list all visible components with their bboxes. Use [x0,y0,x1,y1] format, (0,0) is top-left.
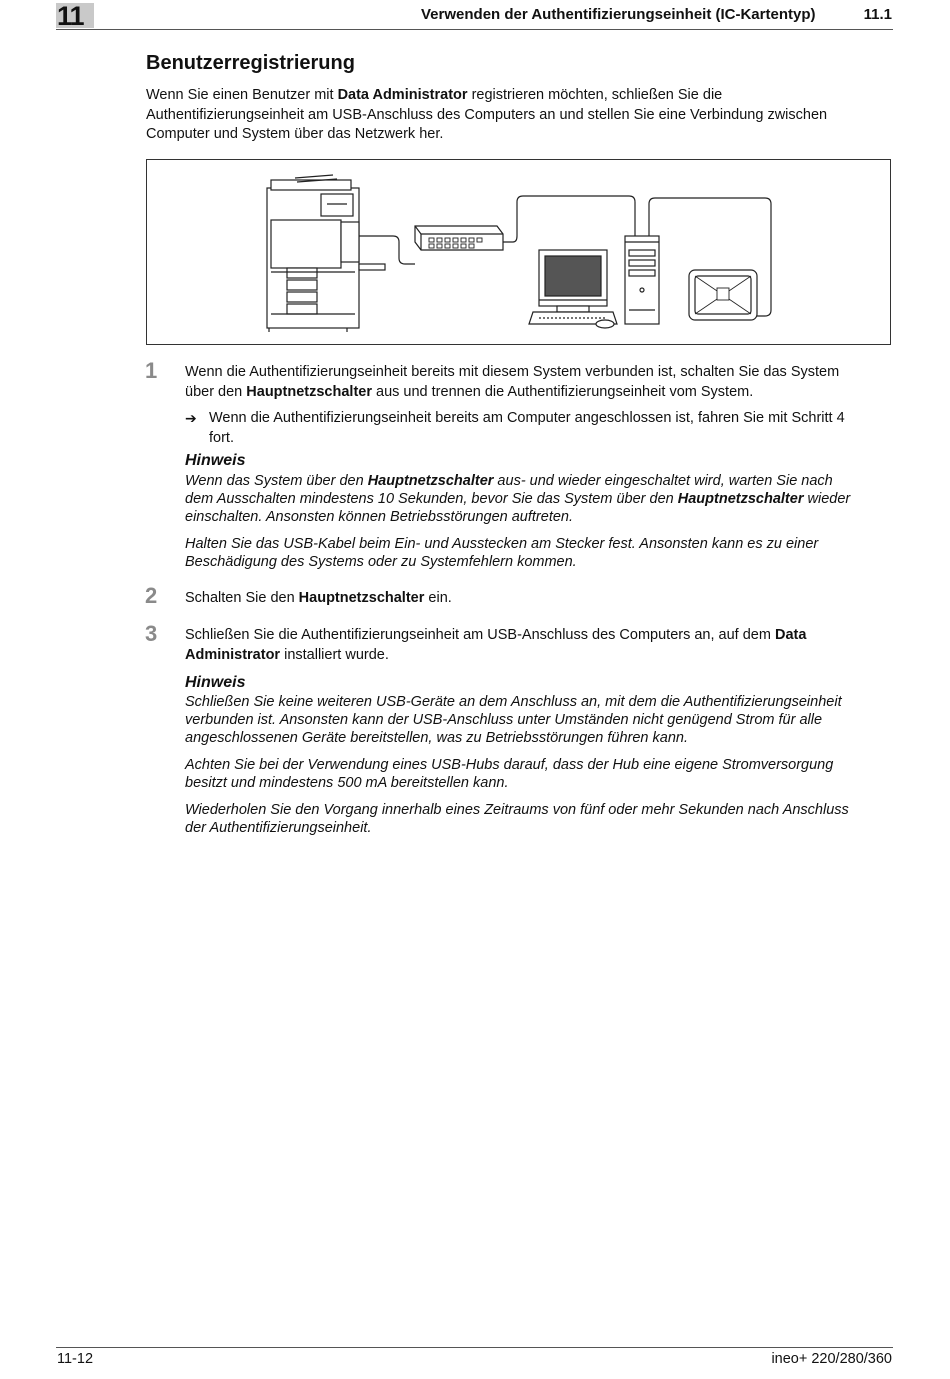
note-heading: Hinweis [185,674,246,691]
header-rule [56,29,893,30]
connection-diagram [146,159,891,345]
network-hub-illustration [415,226,503,250]
note-text: Wenn das System über den Hauptnetzschalter aus- und wieder eingeschaltet wird, warten Sie nach dem Ausschalten mindestens 10 Sekunden, bevor Sie das System über den Hauptnetzschalter wieder einschalten. Ansonsten können Betriebsstörungen auftreten. [185,473,851,525]
product-model: ineo+ 220/280/360 [771,1351,892,1367]
page-number: 11-12 [57,1351,94,1367]
step-2-text: Schalten Sie den Hauptnetzschalter ein. [185,590,452,606]
note-text: Halten Sie das USB-Kabel beim Ein- und Ausstecken am Stecker fest. Ansonsten kann es zu einer Beschädigung des Systems oder zu Systemfehlern kommen. [185,536,819,570]
monitor-illustration [529,250,617,328]
section-heading: Benutzerregistrierung [146,52,355,74]
note-heading: Hinweis [185,452,246,469]
intro-paragraph: Wenn Sie einen Benutzer mit Data Administrator registrieren möchten, schließen Sie die Authentifizierungseinheit am USB-Anschluss des Computers an und stellen Sie eine Verbindung zwischen Computer und System über das Netzwerk her. [146,87,828,142]
step-3-text: Schließen Sie die Authentifizierungseinheit am USB-Anschluss des Computers an, auf dem Data Administrator installiert wurde. [185,627,807,663]
mfp-system-illustration [267,175,385,332]
note-text: Schließen Sie keine weiteren USB-Geräte an dem Anschluss an, mit dem die Authentifizierungseinheit verbunden ist. Ansonsten kann der USB-Anschluss unter Umständen nicht genügend Strom für alle angeschlossenen Geräte bereitstellen, was zu Betriebsstörungen führen kann. [185,694,842,746]
step-number-3: 3 [145,621,158,646]
step-1-substep: Wenn die Authentifizierungseinheit bereits am Computer angeschlossen ist, fahren Sie mit Schritt 4 fort. [209,410,845,446]
note-text: Wiederholen Sie den Vorgang innerhalb eines Zeitraums von fünf oder mehr Sekunden nach Anschluss der Authentifizierungseinheit. [185,802,849,836]
arrow-icon: ➔ [185,410,197,426]
chapter-number: 11 [57,1,84,31]
computer-tower-illustration [625,236,659,324]
running-header-section: 11.1 [863,6,892,23]
step-number-2: 2 [145,583,158,608]
footer-rule [56,1347,893,1348]
step-1-text: Wenn die Authentifizierungseinheit bereits mit diesem System verbunden ist, schalten Sie das System über den Hauptnetzschalter aus und trennen die Authentifizierungseinheit vom System. [185,364,840,400]
running-header-title: Verwenden der Authentifizierungseinheit (IC-Kartentyp) [421,6,816,23]
note-text: Achten Sie bei der Verwendung eines USB-Hubs darauf, dass der Hub eine eigene Stromversorgung besitzt und mindestens 500 mA bereitstellen kann. [185,757,834,791]
step-number-1: 1 [145,358,158,383]
ic-card-reader-illustration [689,270,757,320]
